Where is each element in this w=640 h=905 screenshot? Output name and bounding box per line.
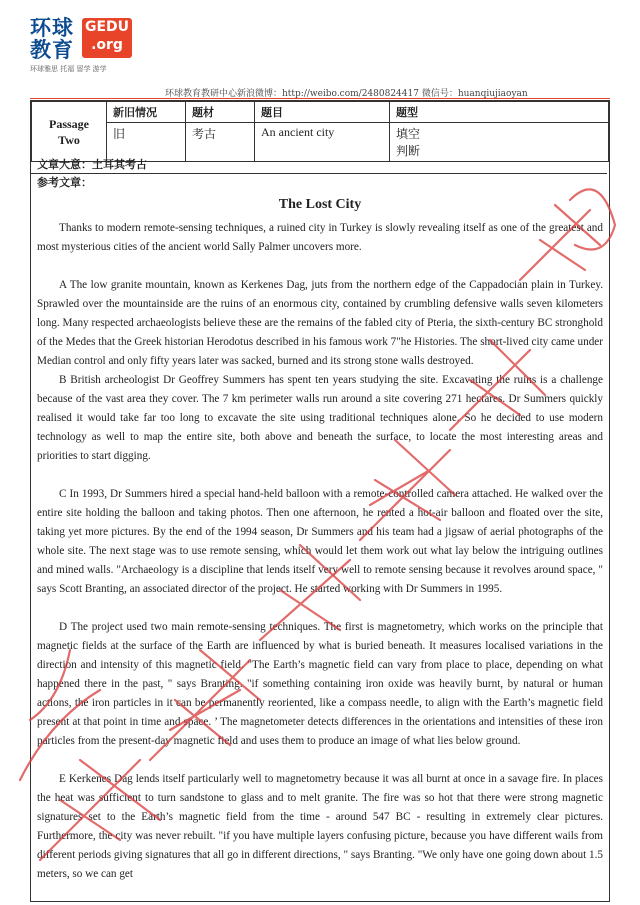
paragraph-e: E Kerkenes Dag lends itself particularly well to magnetometry because it was all burnt at once in a savage fire. In places the heat was sufficient to turn sandstone to glass and to melt granite. The fire was so hot that there were strong magnetic signatures set to the Earth’s magnetic field from the time - around 547 BC - resulting in extremely clear pictures. Furthermore, the city was never rebuilt. "if you have multiple layers confusing picture, because you have different wails from different periods giving signatures that all go in different directions, " says Branting. "We only have one going down about 1.5 meters, so we can get — [37, 773, 603, 880]
paragraph-b: B British archeologist Dr Geoffrey Summers has spent ten years studying the site. Excavating the ruins is a challenge because of the vast area they cover. The 7 km perimeter walls run around a site covering 271 hectares. Dr Summers quickly realised it would take far too long to excavate the site using traditional techniques alone. So he decided to use modern technology as well to map the entire site, both above and beneath the surface, to locate the most interesting areas and priorities to start digging. — [37, 374, 603, 462]
status-cell: 旧 — [107, 123, 186, 162]
logo-badge-bottom: .org — [91, 37, 123, 53]
topic-cell: An ancient city — [255, 123, 390, 162]
header-divider — [30, 98, 610, 99]
page-header — [0, 0, 640, 98]
col-topic-header: 题目 — [255, 102, 390, 123]
passage-info-table — [31, 101, 609, 162]
passage-label: Passage Two — [32, 102, 107, 162]
logo-tagline: 环球雅思 托福 留学 游学 — [30, 65, 107, 73]
col-material-header: 题材 — [186, 102, 255, 123]
reference-label: 参考文章： — [37, 176, 92, 189]
gedu-logo — [30, 16, 140, 86]
article-intro: Thanks to modern remote-sensing techniques, a ruined city in Turkey is slowly revealing itself as one of the greatest and most mysterious cities of the ancient world Sally Palmer uncovers more. — [37, 222, 603, 253]
logo-badge-top: GEDU — [84, 19, 130, 35]
col-type-header: 题型 — [390, 102, 609, 123]
type-judgement: 判断 — [396, 144, 421, 158]
article-title: The Lost City — [278, 197, 362, 212]
paragraph-d: D The project used two main remote-sensing techniques. The first is magnetometry, which works on the principle that magnetic fields at the surface of the Earth are influenced by what is buried beneath. It measures localised variations in the direction and intensity of this magnetic field. "The Earth’s magnetic field can vary from place to place, depending on what happened there in the past, " says Branting. "if something containing iron oxide was heavily burnt, by natural or human actions, the iron particles in it can be permanently reoriented, like a compass needle, to align with the Earth’s magnetic field present at that point in time and space. ’ The magnetometer detects differences in the orientations and intensities of these iron particles from the present-day magnetic field and uses them to produce an image of what lies below ground. — [37, 621, 603, 747]
article-body — [37, 219, 603, 884]
paragraph-a: A The low granite mountain, known as Kerkenes Dag, juts from the northern edge of the Cappadocian plain in Turkey. Sprawled over the mountainside are the ruins of an enormous city, contained by crumbling defensive walls seven kilometers long. Many respected archaeologists believe these are the remains of the fabled city of Pteria, the sixth-century BC stronghold of the Medes that the Greek historian Herodotus described in his famous work 7"he Histories. The short-lived city came under Median control and only fifty years later was sacked, burned and its strong stone walls destroyed. — [37, 279, 603, 367]
col-status-header: 新旧情况 — [107, 102, 186, 123]
logo-chinese-top: 环球 — [30, 16, 74, 40]
document-frame — [30, 100, 610, 902]
material-cell: 考古 — [186, 123, 255, 162]
logo-badge — [82, 18, 132, 58]
logo-chinese-bottom: 教育 — [30, 38, 74, 62]
type-fill-blank: 填空 — [396, 127, 421, 141]
summary-label: 文章大意：土耳其考古 — [31, 156, 607, 174]
paragraph-c: C In 1993, Dr Summers hired a special hand-held balloon with a remote-controlled camera attached. He walked over the entire site holding the balloon and taking photos. Then one afternoon, he rented a hot-air balloon and floated over the site, taking yet more pictures. By the end of the 1994 season, Dr Summers and his team had a jigsaw of aerial photographs of the whole site. The next stage was to use remote sensing, which would let them work out what lay below the intriguing outlines and mined walls. "Archaeology is a discipline that lends itself very well to remote sensing because it revolves around space, " says Scott Branting, an associated director of the project. He started working with Dr Summers in 1995. — [37, 488, 603, 595]
header-contact-info: 环球教育教研中心新浪微博：http://weibo.com/2480824417 微信号：huanqiujiaoyan — [165, 89, 528, 99]
